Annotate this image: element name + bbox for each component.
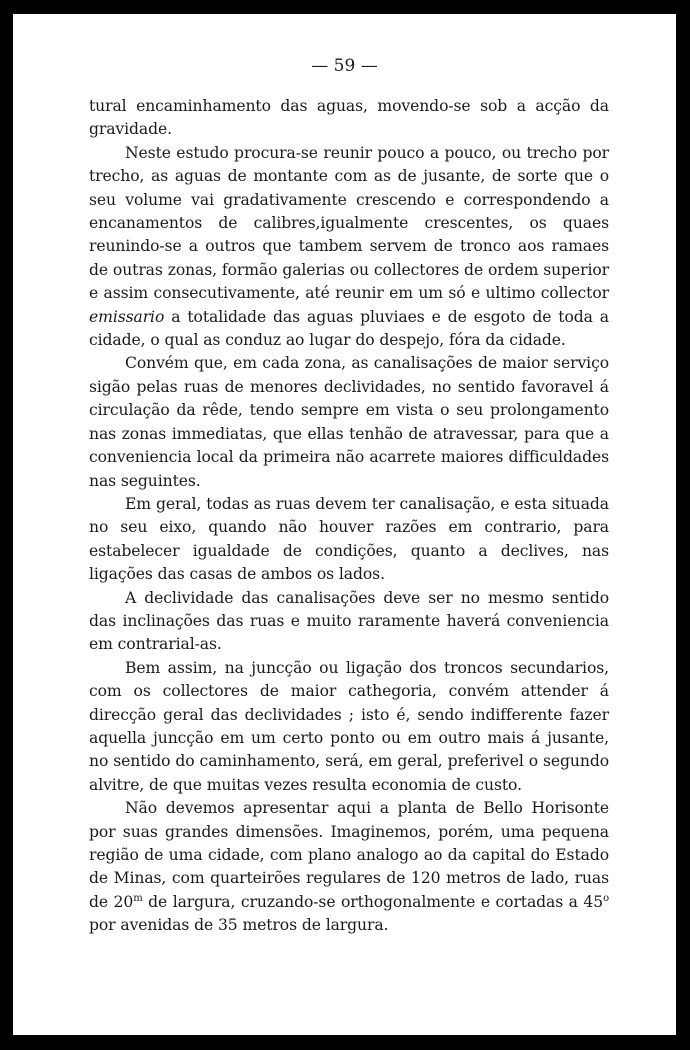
paragraph-text: Não devemos apresentar aqui a planta de Bello Horisonte por suas grandes dimensões. Imaginemos, porém, uma pequena região de uma cidade, com plano analogo ao da capital do Estado de Minas, com quarteirões regulares de 120 metros de lado, ruas de 20 xyxy=(89,799,609,911)
paragraph xyxy=(89,352,609,492)
paragraph-text: Convém que, em cada zona, as canalisações de maior serviço sigão pelas ruas de menores declividades, no sentido favoravel á circulação da rêde, tendo sempre em vista o seu prolongamento nas zonas immediatas, que ellas tenhão de atravessar, para que a conveniencia local da primeira não acarrete maiores difficuldades nas seguintes. xyxy=(89,354,609,490)
paragraph-text: Bem assim, na juncção ou ligação dos troncos secundarios, com os collectores de maior cathegoria, convém attender á direcção geral das declividades ; isto é, sendo indifferente fazer aquella juncção em um certo ponto ou em outro mais á jusante, no sentido do caminhamento, será, em geral, preferivel o segundo alvitre, de que muitas vezes resulta economia de custo. xyxy=(89,658,609,794)
paragraph-text: de largura, cruzando-se orthogonalmente e cortadas a 45 xyxy=(142,892,604,911)
paragraph-continuation xyxy=(89,95,609,142)
document-page xyxy=(13,14,676,1035)
paragraph-text: Em geral, todas as ruas devem ter canalisação, e esta situada no seu eixo, quando não houver razões em contrario, para estabelecer igualdade de condições, quanto a declives, nas ligações das casas de ambos os lados. xyxy=(89,494,609,584)
paragraph-text: a totalidade das aguas pluviaes e de esgoto de toda a cidade, o qual as conduz ao lugar do despejo, fóra da cidade. xyxy=(89,307,610,350)
italic-term: emissario xyxy=(89,307,165,326)
paragraph xyxy=(89,142,609,353)
paragraph-text: por avenidas de 35 metros de largura. xyxy=(89,916,389,935)
paragraph xyxy=(89,587,609,657)
paragraph-text: tural encaminhamento das aguas, movendo-se sob a acção da gravidade. xyxy=(89,97,609,139)
paragraph xyxy=(89,493,609,587)
document-body xyxy=(89,95,609,938)
paragraph xyxy=(89,657,609,797)
paragraph-text: A declividade das canalisações deve ser no mesmo sentido das inclinações das ruas e muito raramente haverá conveniencia em contrarial-as. xyxy=(89,588,609,654)
paragraph xyxy=(89,797,609,937)
superscript-degree: o xyxy=(603,892,609,904)
paragraph-text: Neste estudo procura-se reunir pouco a pouco, ou trecho por trecho, as aguas de montante com as de jusante, de sorte que o seu volume vai gradativamente crescendo e correspondendo a encanamentos de calibres,igualmente crescentes, os quaes reunindo-se a outros que tambem servem de tronco aos ramaes de outras zonas, formão galerias ou collectores de ordem superior e assim consecutivamente, até reunir em um só e ultimo collector xyxy=(89,143,609,303)
superscript-unit: m xyxy=(133,892,143,904)
page-number: — 59 — xyxy=(311,56,378,76)
